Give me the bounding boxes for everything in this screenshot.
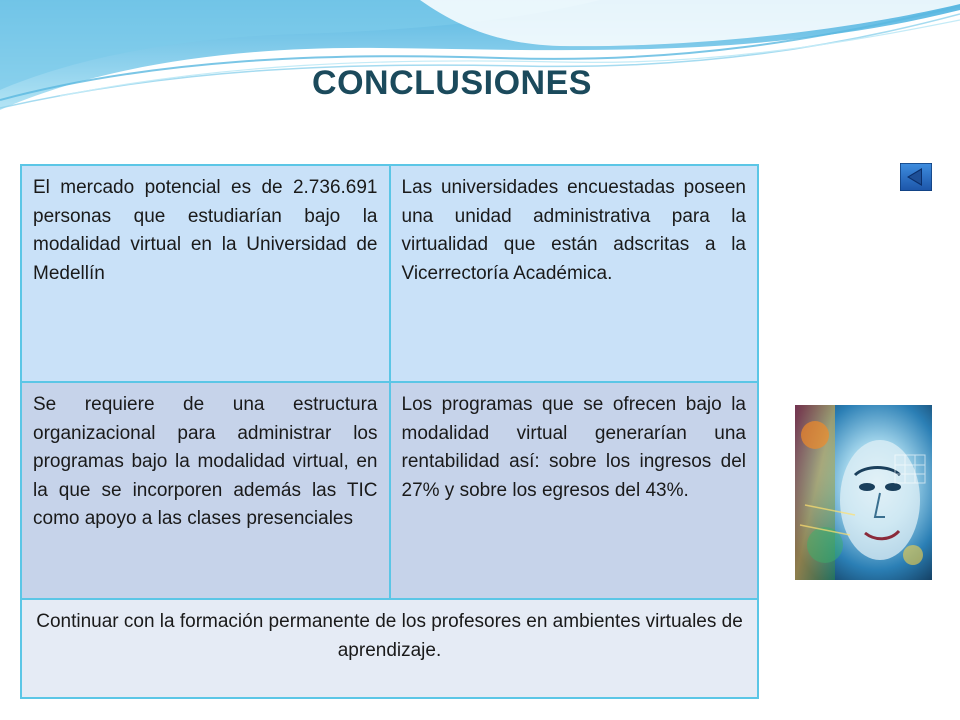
slide-title: CONCLUSIONES xyxy=(312,64,592,102)
conclusion-cell-5-text: Continuar con la formación permanente de los profesores en ambientes virtuales de aprendizaje. xyxy=(36,611,743,661)
face-collage-image xyxy=(795,405,932,580)
back-button[interactable] xyxy=(900,163,932,191)
conclusion-cell-4: Los programas que se ofrecen bajo la modalidad virtual generarían una rentabilidad así: sobre los ingresos del 27% y sobre los egresos del 43%. xyxy=(390,382,759,599)
conclusions-table xyxy=(20,164,759,699)
conclusion-cell-2: Las universidades encuestadas poseen una unidad administrativa para la virtualidad que están adscritas a la Vicerrectoría Académica. xyxy=(390,165,759,382)
back-arrow-icon xyxy=(900,163,932,191)
conclusion-cell-1: El mercado potencial es de 2.736.691 personas que estudiarían bajo la modalidad virtual en la Universidad de Medellín xyxy=(21,165,390,382)
conclusion-cell-3: Se requiere de una estructura organizacional para administrar los programas bajo la modalidad virtual, en la que se incorporen además las TIC como apoyo a las clases presenciales xyxy=(21,382,390,599)
conclusion-cell-5 xyxy=(21,599,758,698)
